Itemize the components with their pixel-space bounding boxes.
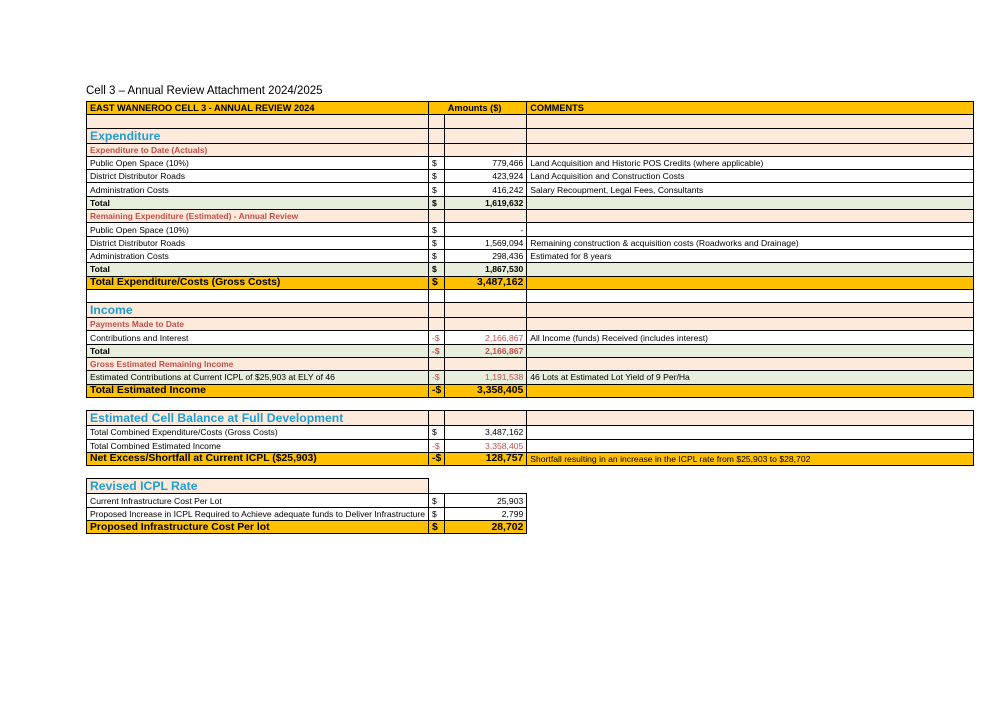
- row-label: Total Combined Estimated Income: [87, 439, 429, 452]
- grand-total-row: [87, 276, 974, 289]
- grand-total-comment: [527, 521, 974, 534]
- row-amount: 2,166,867: [445, 331, 527, 344]
- row-currency: -$: [429, 331, 445, 344]
- grand-total-currency: -$: [429, 452, 445, 465]
- table-row: [87, 183, 974, 196]
- grand-total-amount: 3,358,405: [445, 384, 527, 397]
- grand-total-amount: 3,487,162: [445, 276, 527, 289]
- row-amount: 298,436: [445, 249, 527, 262]
- table-row: [87, 249, 974, 262]
- subsection-title-expenditure-actuals: Expenditure to Date (Actuals): [87, 143, 429, 156]
- row-comment: Remaining construction & acquisition costs (Roadworks and Drainage): [527, 236, 974, 249]
- row-currency: -$: [429, 371, 445, 384]
- row-currency: $: [429, 507, 445, 520]
- annual-review-table: [86, 101, 974, 534]
- blank-row: [87, 115, 974, 128]
- header-title: EAST WANNEROO CELL 3 - ANNUAL REVIEW 2024: [87, 102, 429, 115]
- table-row: [87, 156, 974, 169]
- row-currency: $: [429, 236, 445, 249]
- grand-total-label-expenditure: Total Expenditure/Costs (Gross Costs): [87, 276, 429, 289]
- grand-total-label-income: Total Estimated Income: [87, 384, 429, 397]
- row-comment: [527, 494, 974, 507]
- subtotal-label: Total: [87, 196, 429, 209]
- row-comment: [527, 223, 974, 236]
- subtotal-currency: $: [429, 263, 445, 276]
- row-amount: 1,191,538: [445, 371, 527, 384]
- subtotal-row: [87, 263, 974, 276]
- row-amount: 416,242: [445, 183, 527, 196]
- table-row: [87, 223, 974, 236]
- row-amount: 3,358,405: [445, 439, 527, 452]
- subtotal-amount: 2,166,867: [445, 344, 527, 357]
- row-label: Contributions and Interest: [87, 331, 429, 344]
- row-currency: $: [429, 223, 445, 236]
- row-currency: $: [429, 426, 445, 439]
- row-amount: 1,569,094: [445, 236, 527, 249]
- section-title-row: [87, 303, 974, 318]
- section-title-revised-icpl: Revised ICPL Rate: [87, 479, 429, 494]
- row-currency: -$: [429, 439, 445, 452]
- row-amount: 423,924: [445, 170, 527, 183]
- subtotal-comment: [527, 196, 974, 209]
- row-currency: $: [429, 170, 445, 183]
- table-row: [87, 236, 974, 249]
- row-comment: [527, 507, 974, 520]
- row-currency: $: [429, 494, 445, 507]
- subtotal-row: [87, 344, 974, 357]
- spacer-row: [87, 397, 974, 410]
- row-comment: Estimated for 8 years: [527, 249, 974, 262]
- grand-total-label-proposed-icpl: Proposed Infrastructure Cost Per lot: [87, 521, 429, 534]
- row-amount: 2,799: [445, 507, 527, 520]
- subtotal-comment: [527, 263, 974, 276]
- table-header-row: [87, 102, 974, 115]
- subsection-title-remaining-expenditure: Remaining Expenditure (Estimated) - Annual Review: [87, 210, 429, 223]
- row-comment: 46 Lots at Estimated Lot Yield of 9 Per/Ha: [527, 371, 974, 384]
- row-label: Public Open Space (10%): [87, 223, 429, 236]
- section-title-cell-balance: Estimated Cell Balance at Full Development: [87, 411, 429, 426]
- subtotal-currency: $: [429, 196, 445, 209]
- subsection-title-row: [87, 210, 974, 223]
- section-title-row: [87, 411, 974, 426]
- grand-total-label-net-shortfall: Net Excess/Shortfall at Current ICPL ($25,903): [87, 452, 429, 465]
- row-comment: Land Acquisition and Historic POS Credits (where applicable): [527, 156, 974, 169]
- row-comment: [527, 426, 974, 439]
- table-row: [87, 331, 974, 344]
- row-currency: $: [429, 156, 445, 169]
- row-label: Proposed Increase in ICPL Required to Achieve adequate funds to Deliver Infrastructure: [87, 507, 429, 520]
- row-comment: All Income (funds) Received (includes interest): [527, 331, 974, 344]
- row-amount: 25,903: [445, 494, 527, 507]
- subsection-title-row: [87, 358, 974, 371]
- section-title-row: [87, 128, 974, 143]
- subtotal-currency: -$: [429, 344, 445, 357]
- subtotal-comment: [527, 344, 974, 357]
- table-row: [87, 494, 974, 507]
- table-row: [87, 439, 974, 452]
- subtotal-label: Total: [87, 344, 429, 357]
- grand-total-currency: -$: [429, 384, 445, 397]
- row-comment: [527, 439, 974, 452]
- page-title: Cell 3 – Annual Review Attachment 2024/2025: [86, 85, 323, 97]
- row-currency: $: [429, 249, 445, 262]
- grand-total-comment: [527, 384, 974, 397]
- row-amount: -: [445, 223, 527, 236]
- row-currency: $: [429, 183, 445, 196]
- spacer-row: [87, 466, 974, 479]
- table-row: [87, 371, 974, 384]
- row-label: Administration Costs: [87, 183, 429, 196]
- grand-total-row: [87, 384, 974, 397]
- header-amounts: Amounts ($): [445, 102, 527, 115]
- subsection-title-row: [87, 318, 974, 331]
- grand-total-amount: 128,757: [445, 452, 527, 465]
- row-comment: Land Acquisition and Construction Costs: [527, 170, 974, 183]
- blank-row: [87, 289, 974, 302]
- grand-total-amount: 28,702: [445, 521, 527, 534]
- header-comments: COMMENTS: [527, 102, 974, 115]
- row-amount: 3,487,162: [445, 426, 527, 439]
- subtotal-label: Total: [87, 263, 429, 276]
- grand-total-row: [87, 452, 974, 465]
- row-label: Administration Costs: [87, 249, 429, 262]
- grand-total-currency: $: [429, 521, 445, 534]
- row-label: District Distributor Roads: [87, 170, 429, 183]
- row-amount: 779,466: [445, 156, 527, 169]
- row-label: Current Infrastructure Cost Per Lot: [87, 494, 429, 507]
- table-row: [87, 170, 974, 183]
- grand-total-comment: [527, 276, 974, 289]
- subsection-title-gross-estimated-remaining-income: Gross Estimated Remaining Income: [87, 358, 429, 371]
- row-label: Total Combined Expenditure/Costs (Gross Costs): [87, 426, 429, 439]
- table-row: [87, 507, 974, 520]
- subsection-title-payments-made: Payments Made to Date: [87, 318, 429, 331]
- section-title-expenditure: Expenditure: [87, 128, 429, 143]
- grand-total-comment: Shortfall resulting in an increase in the ICPL rate from $25,903 to $28,702: [527, 452, 974, 465]
- subtotal-amount: 1,867,530: [445, 263, 527, 276]
- subtotal-row: [87, 196, 974, 209]
- subtotal-amount: 1,619,632: [445, 196, 527, 209]
- row-label: Public Open Space (10%): [87, 156, 429, 169]
- row-label: Estimated Contributions at Current ICPL of $25,903 at ELY of 46: [87, 371, 429, 384]
- row-comment: Salary Recoupment, Legal Fees, Consultants: [527, 183, 974, 196]
- row-label: District Distributor Roads: [87, 236, 429, 249]
- section-title-income: Income: [87, 303, 429, 318]
- table-row: [87, 426, 974, 439]
- grand-total-row: [87, 521, 974, 534]
- grand-total-currency: $: [429, 276, 445, 289]
- section-title-row: [87, 479, 974, 494]
- subsection-title-row: [87, 143, 974, 156]
- header-amounts-currency: [429, 102, 445, 115]
